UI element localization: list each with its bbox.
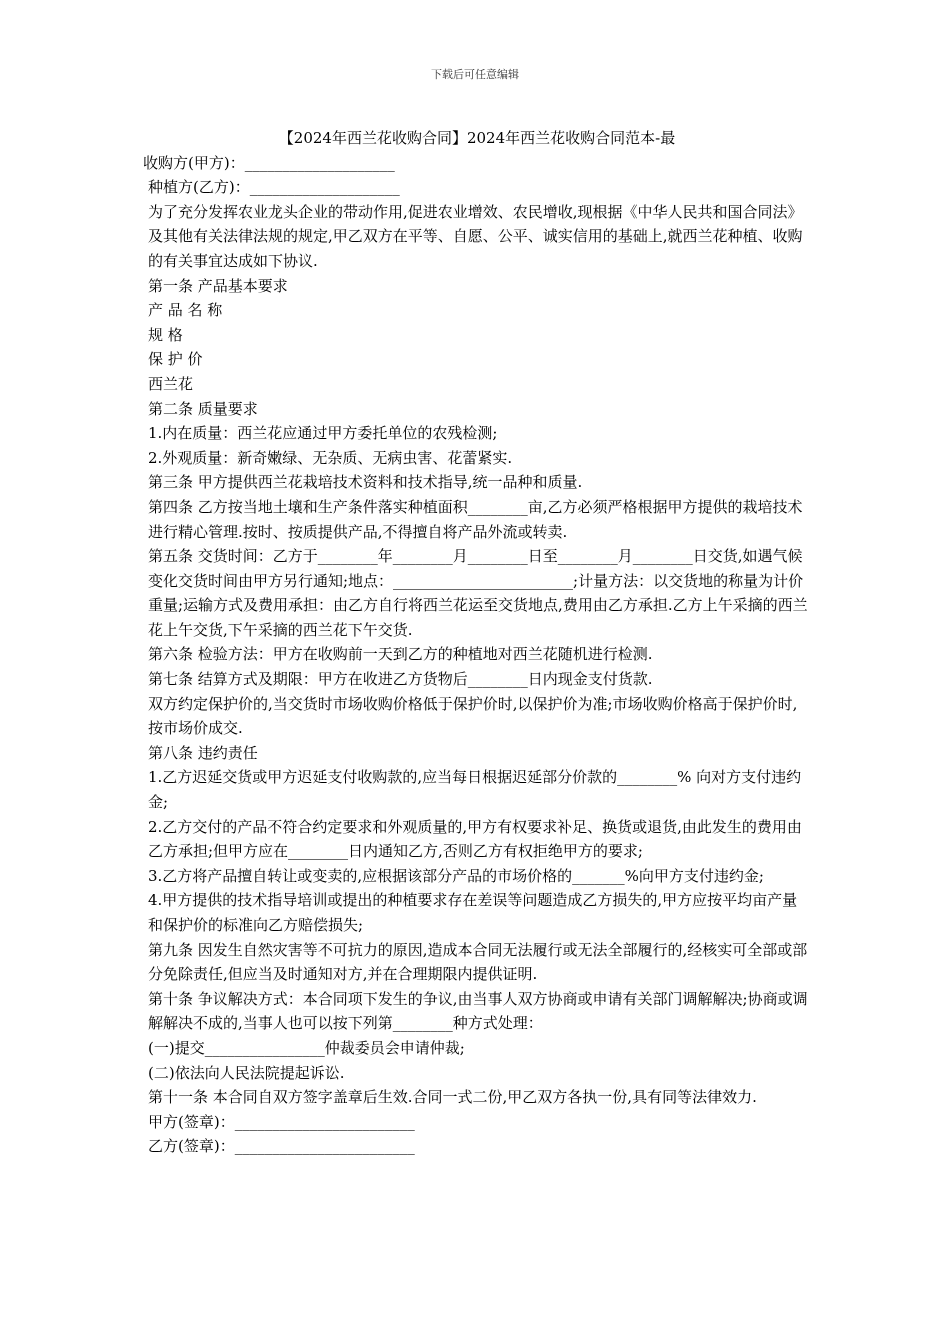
header-note: 下载后可任意编辑: [431, 68, 519, 81]
article-8-heading: 第八条 违约责任: [148, 743, 258, 762]
breach-item-1: 1.乙方迟延交货或甲方迟延支付收购款的,应当每日根据迟延部分价款的________% 向对方支付违约金;: [148, 768, 802, 812]
breach-item-4: 4.甲方提供的技术指导培训或提出的种植要求存在差误等问题造成乙方损失的,甲方应按平均亩产量和保护价的标准向乙方赔偿损失;: [148, 891, 798, 934]
dispute-option-1: (一)提交________________仲裁委员会申请仲裁;: [148, 1038, 465, 1057]
article-6-paragraph: 第六条 检验方法：甲方在收购前一天到乙方的种植地对西兰花随机进行检测.: [148, 645, 653, 664]
grower-line: 种植方(乙方)：____________________: [148, 178, 400, 197]
article-7-paragraph: 第七条 结算方式及期限：甲方在收进乙方货物后________日内现金支付货款.: [148, 670, 653, 689]
protect-price-paragraph: 双方约定保护价的,当交货时市场收购价格低于保护价时,以保护价为准;市场收购价格高于保护价时,按市场价成交.: [148, 694, 798, 738]
article-10-paragraph: 第十条 争议解决方式：本合同项下发生的争议,由当事人双方协商或申请有关部门调解解决;协商或调解解决不成的,当事人也可以按下列第________种方式处理：: [148, 989, 808, 1033]
article-5-paragraph: 第五条 交货时间：乙方于________年________月________日至________月________日交货,如遇气候变化交货时间由甲方另行通知;地点：________________________;计量方法：以交货地的称量为计价重量;运输方式及费用承担：由乙方自行将西兰花运至交货地点,费用由乙方承担.乙方上午采摘的西兰花上午交货,下午采摘的西兰花下午交货.: [148, 547, 808, 639]
article-1-heading: 第一条 产品基本要求: [148, 276, 288, 295]
quality-external: 2.外观质量：新奇嫩绿、无杂质、无病虫害、花蕾紧实.: [148, 448, 513, 467]
party-b-signature: 乙方(签章)：________________________: [148, 1137, 415, 1156]
article-9-paragraph: 第九条 因发生自然灾害等不可抗力的原因,造成本合同无法履行或无法全部履行的,经核实可全部或部分免除责任,但应当及时通知对方,并在合理期限内提供证明.: [148, 940, 808, 984]
buyer-line: 收购方(甲方)：____________________: [143, 153, 395, 172]
product-name-label: 产 品 名 称: [148, 301, 223, 320]
breach-item-2: 2.乙方交付的产品不符合约定要求和外观质量的,甲方有权要求补足、换货或退货,由此发生的费用由乙方承担;但甲方应在________日内通知乙方,否则乙方有权拒绝甲方的要求;: [148, 817, 802, 861]
quality-internal: 1.内在质量：西兰花应通过甲方委托单位的农残检测;: [148, 424, 498, 443]
article-3-paragraph: 第三条 甲方提供西兰花栽培技术资料和技术指导,统一品种和质量.: [148, 473, 583, 492]
breach-item-3: 3.乙方将产品擅自转让或变卖的,应根据该部分产品的市场价格的_______%向甲方支付违约金;: [148, 866, 764, 885]
spec-label: 规 格: [148, 325, 183, 344]
article-4-paragraph: 第四条 乙方按当地土壤和生产条件落实种植面积________亩,乙方必须严格根据甲方提供的栽培技术进行精心管理.按时、按质提供产品,不得擅自将产品外流或转卖.: [148, 497, 803, 541]
article-2-heading: 第二条 质量要求: [148, 399, 258, 418]
document-title: 【2024年西兰花收购合同】2024年西兰花收购合同范本-最: [278, 129, 676, 147]
document-body: [143, 126, 811, 1159]
protect-price-label: 保 护 价: [148, 350, 203, 369]
party-a-signature: 甲方(签章)：________________________: [148, 1112, 415, 1131]
dispute-option-2: (二)依法向人民法院提起诉讼.: [148, 1063, 345, 1082]
article-11-paragraph: 第十一条 本合同自双方签字盖章后生效.合同一式二份,甲乙双方各执一份,具有同等法律效力.: [148, 1088, 757, 1107]
preamble-paragraph: 为了充分发挥农业龙头企业的带动作用,促进农业增效、农民增收,现根据《中华人民共和国合同法》及其他有关法律法规的规定,甲乙双方在平等、自愿、公平、诚实信用的基础上,就西兰花种植、收购的有关事宜达成如下协议.: [148, 202, 803, 270]
product-value: 西兰花: [148, 374, 194, 393]
